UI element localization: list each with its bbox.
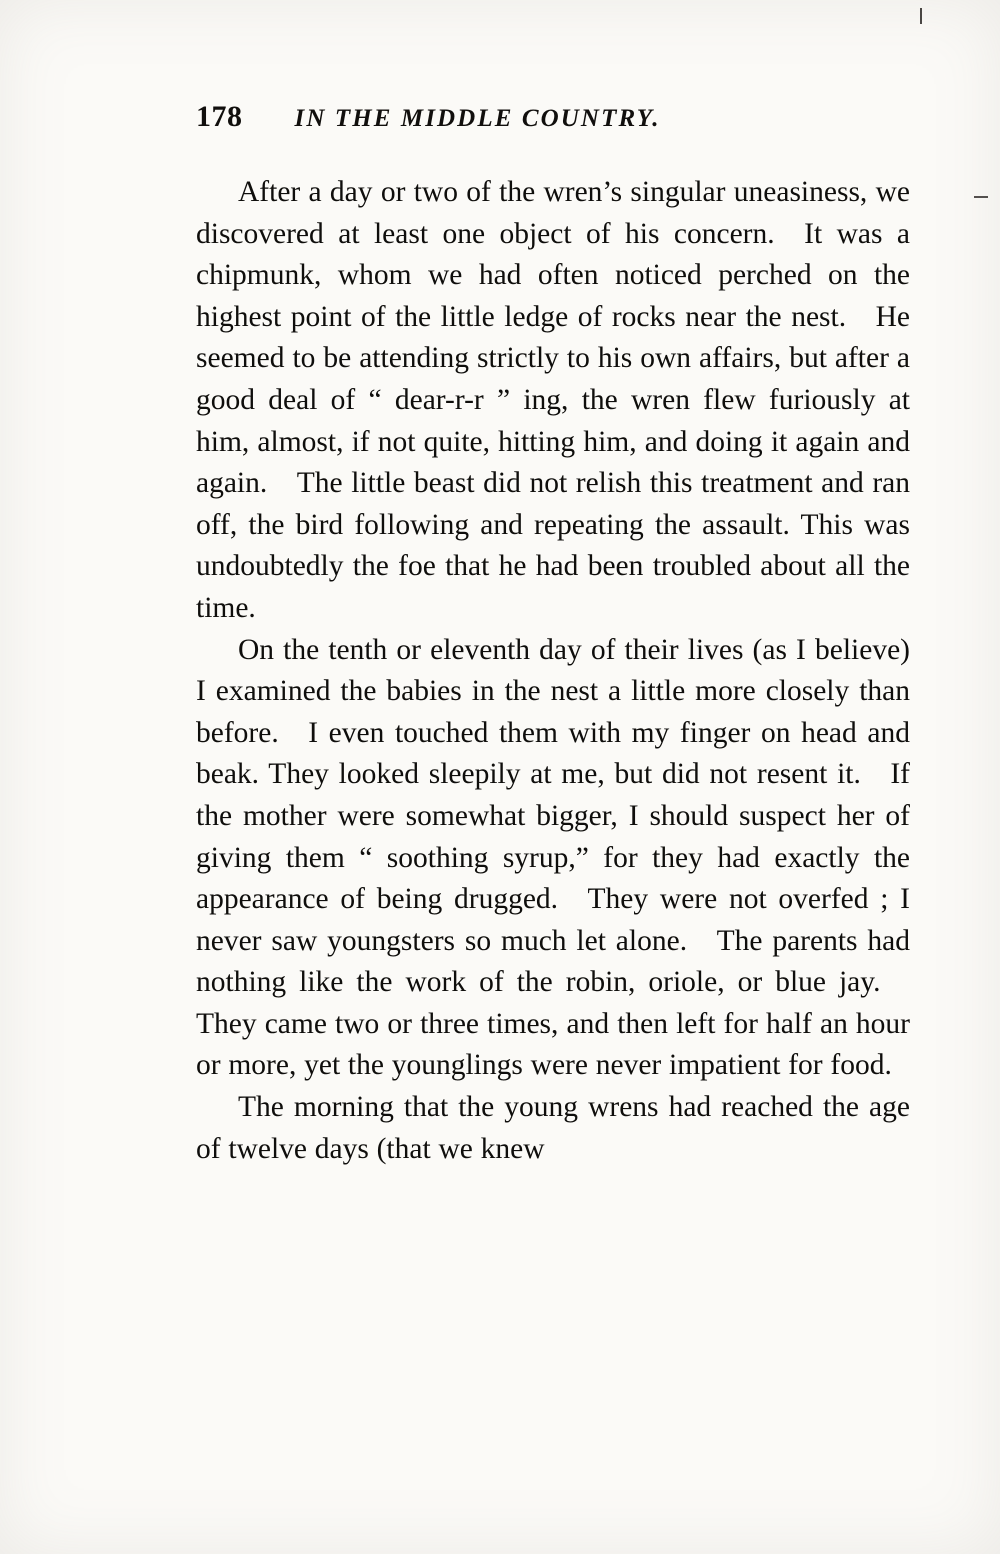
page-registration-mark-right [974,196,988,198]
page-content [196,100,910,1170]
paragraph-2: On the tenth or eleventh day of their lives (as I believe) I examined the babies in the nest a little more closely than before. I even touched them with my finger on head and beak. They looked sleepily at me, but did not resent it. If the mother were somewhat bigger, I should suspect her of giving them “ soothing syrup,” for they had exactly the appearance of being drugged. They were not overfed ; I never saw youngsters so much let alone. The parents had nothing like the work of the robin, oriole, or blue jay. They came two or three times, and then left for half an hour or more, yet the younglings were never impatient for food. [196,633,910,1082]
body-text [196,172,910,1170]
running-head: IN THE MIDDLE COUNTRY. [294,105,661,132]
paragraph-1: After a day or two of the wren’s singular uneasiness, we discovered at least one object of his concern. It was a chipmunk, whom we had often noticed perched on the highest point of the little ledge of rocks near the nest. He seemed to be attending strictly to his own affairs, but after a good deal of “ dear-r-r ” ing, the wren flew furiously at him, almost, if not quite, hitting him, and doing it again and again. The little beast did not relish this treatment and ran off, the bird following and repeating the assault. This was undoubtedly the foe that he had been troubled about all the time. [196,176,910,624]
page-registration-mark-top [920,8,922,24]
page-header [196,100,910,134]
page-number: 178 [196,100,243,133]
paragraph-3: The morning that the young wrens had reached the age of twelve days (that we knew [196,1091,910,1165]
